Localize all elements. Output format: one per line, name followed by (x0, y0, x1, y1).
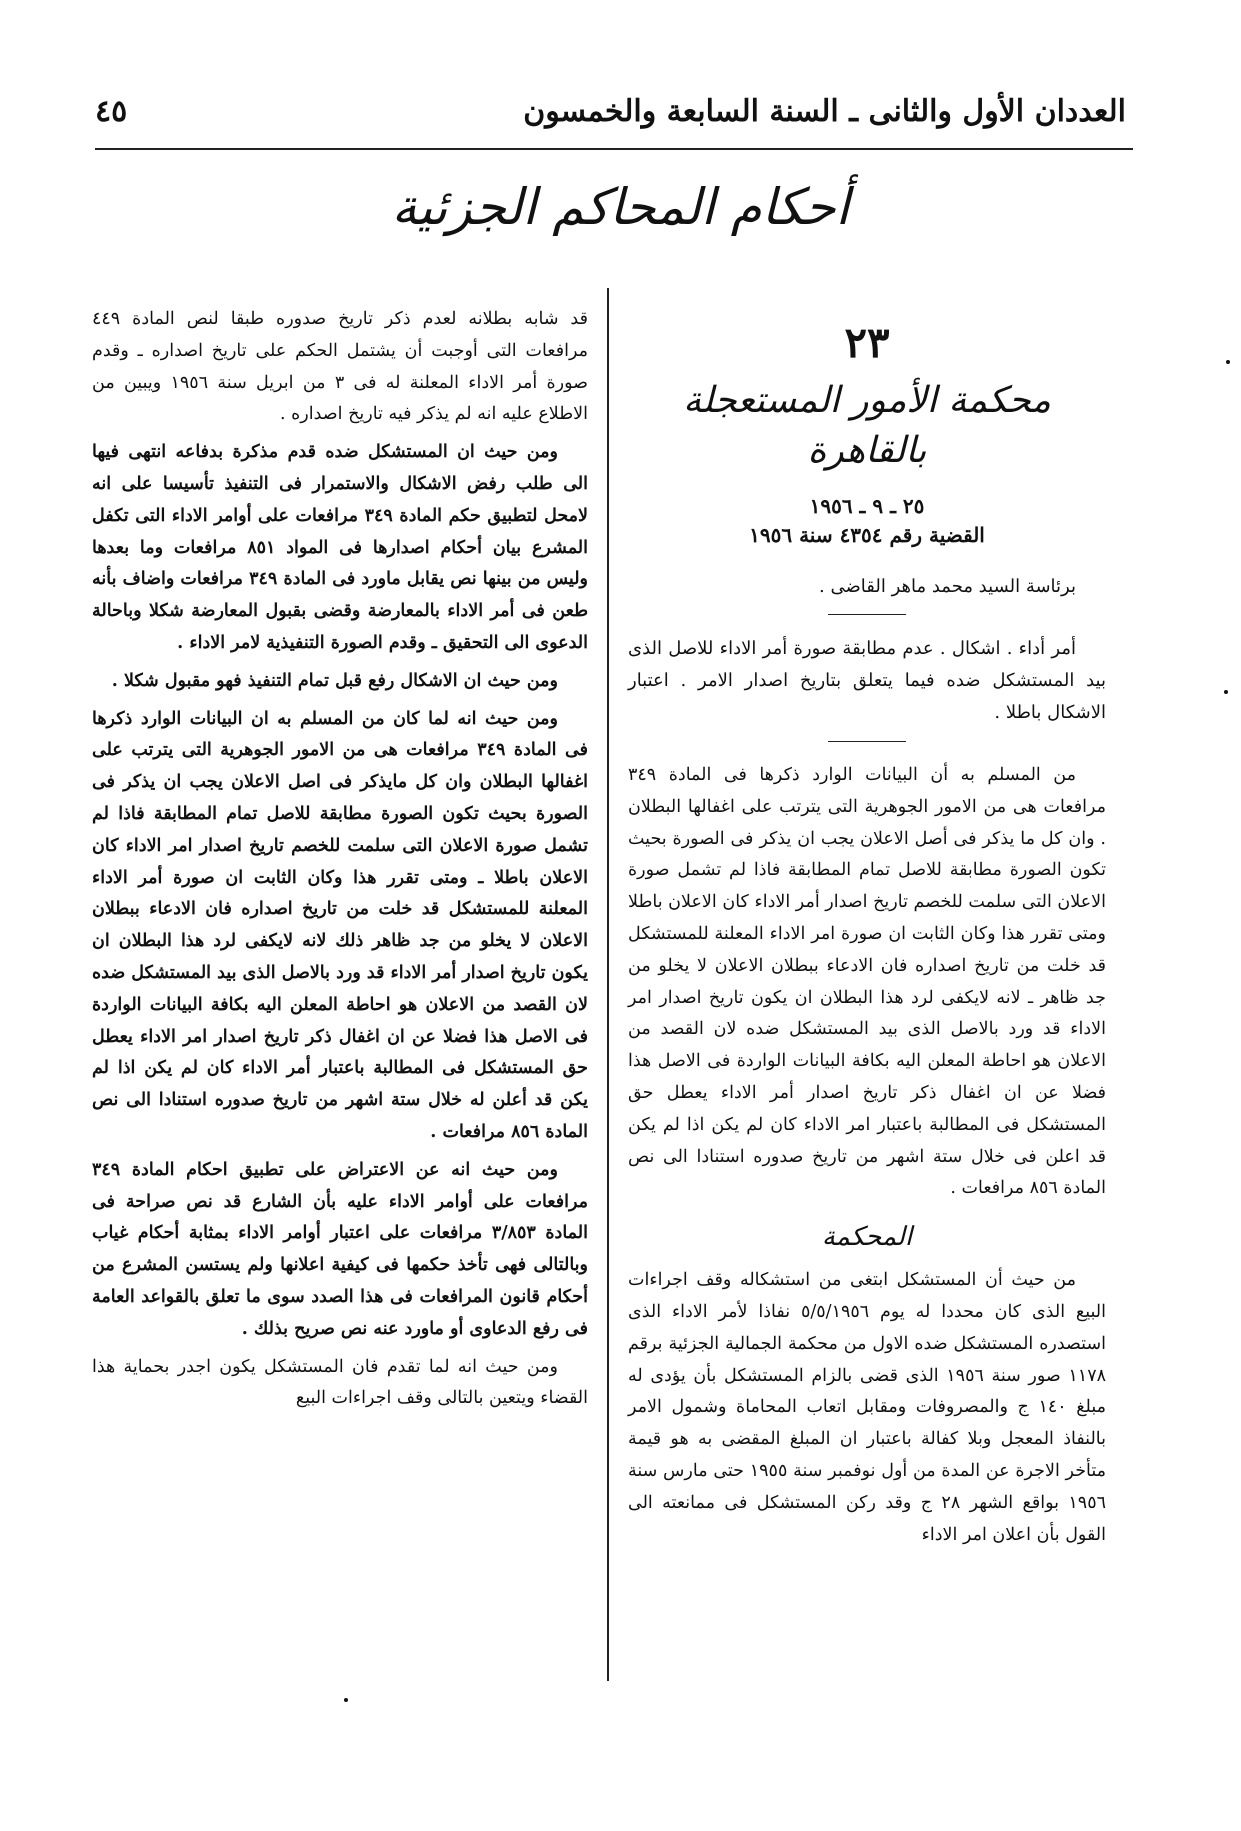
court-name: محكمة الأمور المستعجلة بالقاهرة (683, 380, 1051, 471)
scan-speck (1226, 360, 1230, 364)
separator-rule (828, 741, 906, 742)
column-divider (607, 288, 609, 1681)
scan-speck (1224, 690, 1228, 694)
header-rule (95, 148, 1133, 150)
left-column (92, 304, 588, 1421)
court-heading: المحكمة (821, 1222, 913, 1253)
paragraph-4: ومن حيث انه لما كان من المسلم به ان البيانات الوارد ذكرها فى المادة ٣٤٩ مرافعات هى من الامور الجوهرية التى يترتب على اغفالها البطلان وان كل مايذكر فى اصل الاعلان يجب ان يذكر فى الصورة بحيث تكون الصورة مطابقة للاصل تمام المطابقة فاذا لم تشمل صورة الاعلان التى سلمت للخصم تاريخ اصدار امر الاداء كان الاعلان باطلا ـ ومتى تقرر هذا وكان الثابت ان صورة أمر الاداء المعلنة للمستشكل قد خلت من تاريخ اصداره فان الادعاء ببطلان الاعلان لا يخلو من جد ظاهر ذلك لانه لايكفى لرد هذا البطلان ان يكون تاريخ اصدار أمر الاداء قد ورد بالاصل الذى بيد المستشكل ضده لان القصد من الاعلان هو احاطة المعلن اليه بكافة البيانات الواردة فى الاصل هذا فضلا عن ان اغفال ذكر تاريخ اصدار امر الاداء يعطل حق المستشكل فى المطالبة باعتبار أمر الاداء كان لم يكن اذا لم يكن قد أعلن له خلال ستة اشهر من تاريخ صدوره استنادا الى نص المادة ٨٥٦ مرافعات . (91, 708, 588, 1142)
paragraph-2: ومن حيث ان المستشكل ضده قدم مذكرة بدفاعه انتهى فيها الى طلب رفض الاشكال والاستمرار فى التنفيذ تأسيسا على انه لامحل لتطبيق حكم المادة ٣٤٩ مرافعات على أوامر الاداء التى تكفل المشرع بيان أحكام اصدارها فى المواد ٨٥١ مرافعات وما بعدها وليس من بينها نص يقابل ماورد فى المادة ٣٤٩ مرافعات واضاف بأنه طعن فى أمر الاداء بالمعارضة وقضى بقبول المعارضة شكلا وباحالة الدعوى الى التحقيق ـ وقدم الصورة التنفيذية لامر الاداء . (92, 442, 589, 653)
running-head-title: العددان الأول والثانى ـ السنة السابعة والخمسون (523, 93, 1126, 129)
separator-rule (828, 614, 906, 615)
case-summary: أمر أداء . اشكال . عدم مطابقة صورة أمر الاداء للاصل الذى بيد المستشكل ضده فيما يتعلق بتاريخ اصدار الامر . اعتبار الاشكال باطلا . (628, 638, 1106, 723)
case-reference: القضية رقم ٤٣٥٤ سنة ١٩٥٦ (749, 523, 985, 547)
case-number: ٢٣ (844, 318, 890, 367)
running-head (95, 86, 1126, 136)
paragraph-1: قد شابه بطلانه لعدم ذكر تاريخ صدوره طبقا لنص المادة ٤٤٩ مرافعات التى أوجبت أن يشتمل الحكم على تاريخ اصداره ـ وقدم صورة أمر الاداء المعلنة له فى ٣ من ابريل سنة ١٩٥٦ ويبين من الاطلاع عليه انه لم يذكر فيه تاريخ اصداره . (92, 309, 589, 425)
paragraph-5: ومن حيث انه عن الاعتراض على تطبيق احكام المادة ٣٤٩ مرافعات على أوامر الاداء عليه بأن الشارع قد نص صراحة فى المادة ٣/٨٥٣ مرافعات على اعتبار أوامر الاداء بمثابة أحكام غياب وبالتالى فهى تأخذ حكمها فى كيفية اعلانها ولم يستسن المشرع من أحكام قانون المرافعات فى هذا الصدد سوى ما تعلق بالقواعد العامة فى رفع الدعاوى أو ماورد عنه نص صريح بذلك . (92, 1159, 588, 1339)
ruling-paragraph: من حيث أن المستشكل ابتغى من استشكاله وقف اجراءات البيع الذى كان محددا له يوم ٥/٥/١٩٥٦ نفاذا لأمر الاداء الذى استصدره المستشكل ضده الاول من محكمة الجمالية الجزئية برقم ١١٧٨ صور سنة ١٩٥٦ الذى قضى بالزام المستشكل بأن يؤدى له مبلغ ١٤٠ ج والمصروفات ومقابل اتعاب المحاماة وشمول الامر بالنفاذ المعجل وبلا كفالة باعتبار ان المبلغ المقضى به هو قيمة متأخر الاجرة عن المدة من أول نوفمبر سنة ١٩٥٥ حتى مارس سنة ١٩٥٦ بواقع الشهر ٢٨ ج وقد ركن المستشكل فى ممانعته الى القول بأن اعلان امر الاداء (628, 1270, 1107, 1545)
paragraph-6: ومن حيث انه لما تقدم فان المستشكل يكون اجدر بحماية هذا القضاء ويتعين بالتالى وقف اجراءات البيع (92, 1356, 588, 1409)
paragraph-3: ومن حيث ان الاشكال رفع قبل تمام التنفيذ فهو مقبول شكلا . (111, 670, 558, 691)
presiding-judge: برئاسة السيد محمد ماهر القاضى . (819, 576, 1076, 597)
legal-principle: من المسلم به أن البيانات الوارد ذكرها فى المادة ٣٤٩ مرافعات هى من الامور الجوهرية التى يترتب على اغفالها البطلان . وان كل ما يذكر فى أصل الاعلان يجب ان يذكر فى الصورة بحيث تكون الصورة مطابقة للاصل تمام المطابقة فاذا لم تشمل صورة الاعلان التى سلمت للخصم تاريخ اصدار أمر الاداء كان الاعلان باطلا ومتى تقرر هذا وكان الثابت ان صورة امر الاداء المعلنة للمستشكل قد خلت من تاريخ اصداره فان الادعاء ببطلان الاعلان لا يخلو من جد ظاهر ـ لانه لايكفى لرد هذا البطلان ان يكون تاريخ اصدار امر الاداء قد ورد بالاصل الذى بيد المستشكل ضده لان القصد من الاعلان هو احاطة المعلن اليه بكافة البيانات الواردة فى الاصل هذا فضلا عن ان اغفال ذكر تاريخ اصدار أمر الاداء يعطل حق المستشكل فى المطالبة باعتبار امر الاداء كان لم يكن اذا لم يكن قد اعلن فى خلال ستة اشهر من تاريخ صدوره استنادا الى نص المادة ٨٥٦ مرافعات . (628, 765, 1106, 1199)
right-column (628, 300, 1106, 1557)
case-date: ٢٥ ـ ٩ ـ ١٩٥٦ (809, 494, 925, 518)
page-number: ٤٥ (95, 93, 128, 129)
scan-speck (344, 1698, 348, 1702)
section-title: أحكام المحاكم الجزئية (391, 178, 850, 236)
